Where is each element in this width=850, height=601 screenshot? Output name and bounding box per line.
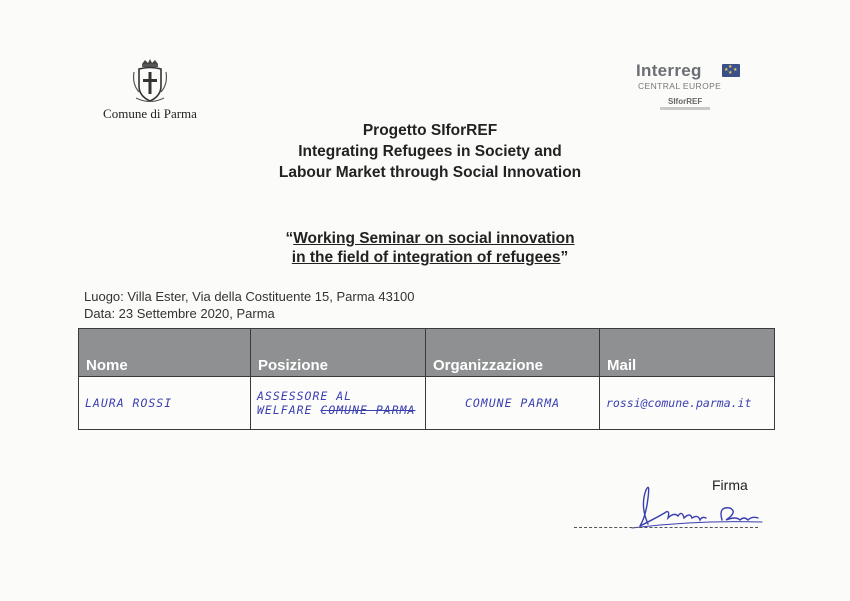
- attendance-table: [78, 328, 775, 430]
- cell-nome: LAURA ROSSI: [79, 377, 251, 430]
- event-date: Data: 23 Settembre 2020, Parma: [84, 306, 275, 321]
- title-line-2: Integrating Refugees in Society and: [298, 143, 562, 160]
- signature-line: [574, 527, 758, 528]
- project-title: [200, 120, 660, 183]
- seminar-close-quote: ”: [560, 249, 569, 266]
- column-header-mail: Mail: [600, 329, 775, 377]
- interreg-logo: [636, 62, 748, 110]
- interreg-program: CENTRAL EUROPE: [638, 81, 722, 91]
- seminar-line-1: Working Seminar on social innovation: [293, 230, 575, 247]
- title-line-1: Progetto SIforREF: [362, 122, 498, 139]
- posizione-line-1: ASSESSORE AL: [257, 389, 353, 403]
- column-header-nome: Nome: [79, 329, 251, 377]
- parma-crest-icon: [130, 58, 170, 104]
- cell-mail: rossi@comune.parma.it: [600, 377, 775, 430]
- interreg-project: SIforREF: [660, 96, 710, 110]
- column-header-posizione: Posizione: [251, 329, 426, 377]
- municipality-name: Comune di Parma: [103, 106, 197, 121]
- interreg-brand: Interreg: [636, 61, 702, 80]
- posizione-line-2b-struck: COMUNE PARMA: [320, 403, 416, 417]
- signature-label: Firma: [712, 477, 748, 493]
- event-info: [84, 288, 415, 322]
- posizione-line-2a: WELFARE: [257, 403, 321, 417]
- title-line-3: Labour Market through Social Innovation: [278, 164, 582, 181]
- seminar-open-quote: “: [285, 230, 294, 247]
- cell-organizzazione: COMUNE PARMA: [426, 377, 600, 430]
- column-header-organizzazione: Organizzazione: [426, 329, 600, 377]
- seminar-title: [200, 229, 660, 267]
- eu-flag-icon: ★ ★ ★ ★: [722, 64, 740, 77]
- table-header-row: [79, 329, 775, 377]
- comune-logo: [92, 58, 208, 122]
- seminar-line-2: in the field of integration of refugees: [291, 249, 561, 266]
- event-location: Luogo: Villa Ester, Via della Costituente 15, Parma 43100: [84, 289, 415, 304]
- table-row: [79, 377, 775, 430]
- cell-posizione: [251, 377, 426, 430]
